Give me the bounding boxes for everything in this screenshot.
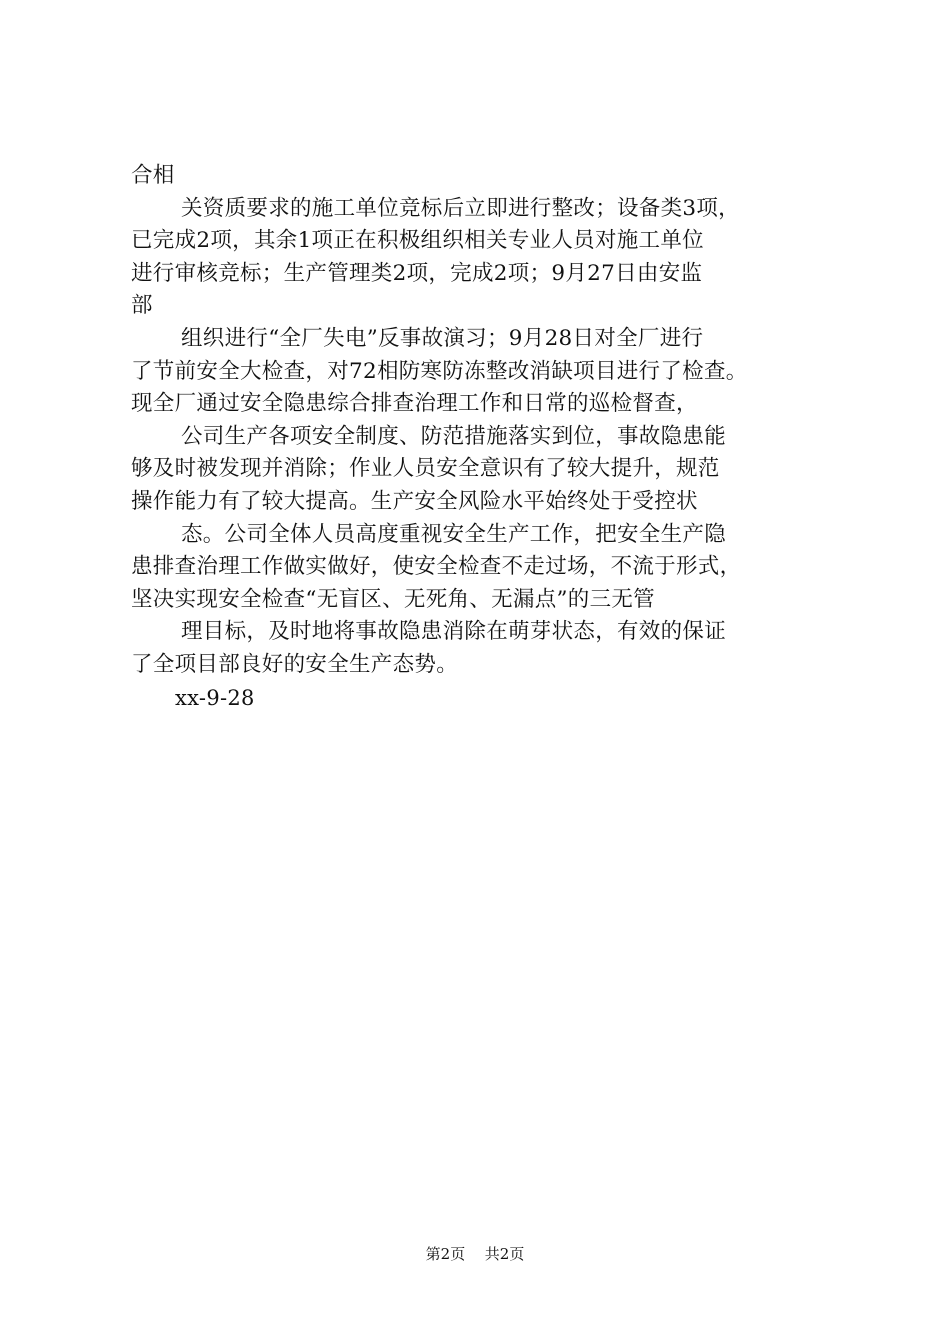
text-line-13: 患排查治理工作做实做好，使安全检查不走过场，不流于形式， (131, 554, 742, 580)
text-line-8: 现全厂通过安全隐患综合排查治理工作和日常的巡检督查， (131, 391, 698, 417)
text-line-10: 够及时被发现并消除；作业人员安全意识有了较大提升，规范 (131, 456, 720, 482)
document-date: xx-9-28 (175, 685, 255, 710)
text-line-12: 态。公司全体人员高度重视安全生产工作，把安全生产隐 (181, 521, 727, 547)
text-line-2: 关资质要求的施工单位竞标后立即进行整改；设备类3项， (181, 195, 740, 221)
document-body (131, 160, 841, 714)
text-line-9: 公司生产各项安全制度、防范措施落实到位，事故隐患能 (181, 423, 727, 449)
text-line-3: 已完成2项，其余1项正在积极组织相关专业人员对施工单位 (131, 228, 704, 254)
page-number: 第2页 (425, 1245, 466, 1263)
text-line-6: 组织进行“全厂失电”反事故演习；9月28日对全厂进行 (181, 325, 704, 351)
page-total: 共2页 (484, 1245, 525, 1263)
text-line-16: 了全项目部良好的安全生产态势。 (131, 651, 459, 677)
page-footer (0, 1244, 950, 1264)
text-line-5: 部 (131, 293, 153, 319)
text-line-7: 了节前安全大检查，对72相防寒防冻整改消缺项目进行了检查。 (131, 358, 748, 384)
text-line-11: 操作能力有了较大提高。生产安全风险水平始终处于受控状 (131, 488, 698, 514)
text-line-1: 合相 (131, 163, 175, 188)
text-line-15: 理目标，及时地将事故隐患消除在萌芽状态，有效的保证 (181, 619, 727, 645)
text-line-4: 进行审核竞标；生产管理类2项，完成2项；9月27日由安监 (131, 260, 703, 286)
text-line-14: 坚决实现安全检查“无盲区、无死角、无漏点”的三无管 (131, 586, 655, 612)
